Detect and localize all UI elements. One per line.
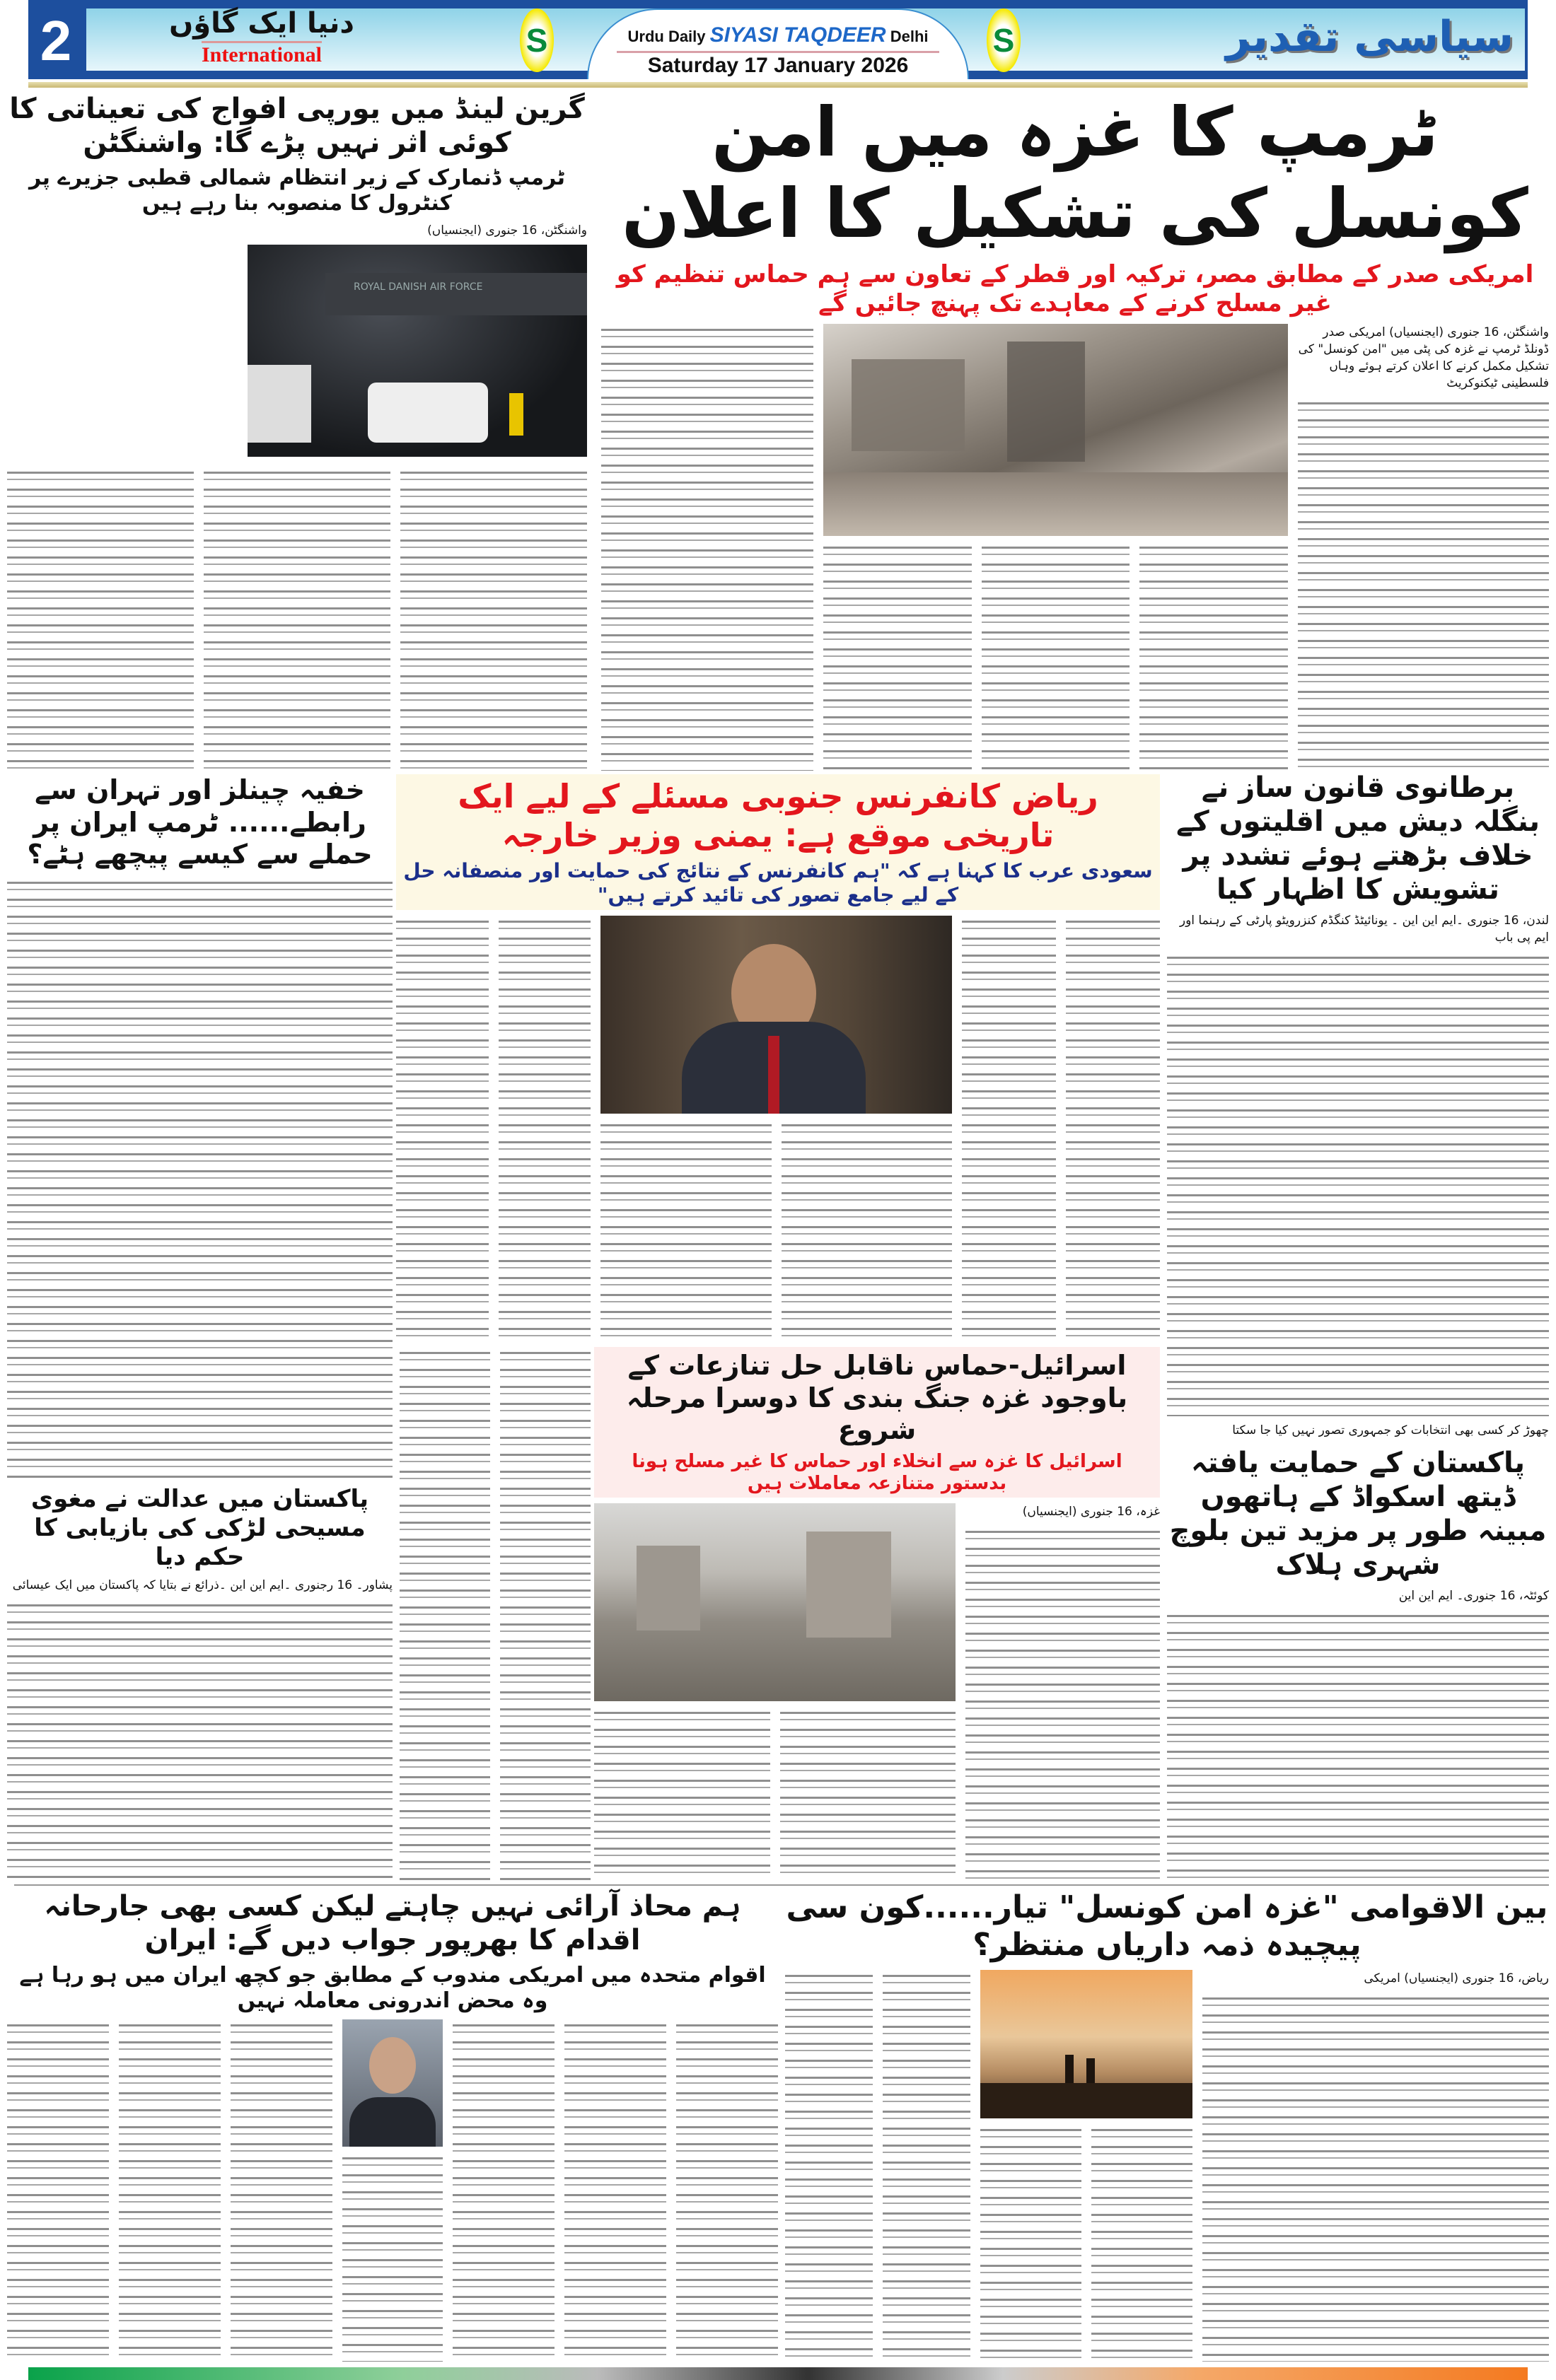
uk-bangladesh-body [1167, 952, 1549, 1416]
pakistan-court-story [7, 1485, 393, 1881]
text-column [1167, 952, 1549, 1416]
greenland-story [7, 92, 587, 771]
gaza-council-columns [980, 2124, 1192, 2362]
text-column [965, 1526, 1160, 1881]
text-column [7, 2019, 109, 2362]
paper-city: Delhi [890, 28, 929, 45]
gaza-council-headline: بین الاقوامی "غزہ امن کونسل" تیار......کون سی پیچیدہ ذمہ داریاں منتظر؟ [786, 1889, 1548, 1963]
israel-hamas-headline: اسرائیل-حماس ناقابل حل تنازعات کے باوجود غزہ جنگ بندی کا دوسرا مرحلہ شروع [626, 1350, 1128, 1446]
text-column [883, 1970, 970, 2362]
text-column [231, 2019, 332, 2362]
iran-un-story [7, 1889, 778, 2362]
uk-bangladesh-lead: لندن، 16 جنوری ۔ایم این این ۔ یونائیٹڈ کنگڈم کنزرویٹو پارٹی کے رہنما اور ایم پی باب [1179, 914, 1549, 945]
masthead-rule [28, 82, 1528, 88]
iran-channels-body [7, 877, 393, 1481]
text-column [1139, 542, 1288, 771]
iran-un-columns [7, 2019, 332, 2362]
main-story-body [601, 324, 1549, 771]
text-column [962, 916, 1056, 1340]
page-number: 2 [40, 8, 72, 72]
pakistan-court-headline: پاکستان میں عدالت نے مغوی مسیحی لڑکی کی بازیابی کا حکم دیا [30, 1485, 369, 1571]
israel-hamas-subheadline: اسرائیل کا غزہ سے انخلاء اور حماس کا غیر مسلح ہونا بدستور متنازعہ معاملات ہیں [632, 1450, 1122, 1494]
iran-channels-story [7, 774, 393, 1481]
riyadh-headline-box [396, 774, 1160, 910]
text-column [7, 1599, 393, 1881]
riyadh-columns [396, 916, 591, 1340]
issue-date: Saturday 17 January 2026 [617, 51, 939, 78]
section-title-urdu: دنیا ایک گاؤں [169, 7, 354, 40]
greenland-body [7, 245, 587, 771]
riyadh-subheadline: سعودی عرب کا کہنا ہے کہ "ہم کانفرنس کے نتائج کی حمایت اور منصفانہ حل کے لیے جامع تصور کی تائید کرتے ہیں" [403, 859, 1153, 906]
pakistan-court-body [7, 1599, 393, 1881]
text-column [400, 1347, 490, 1881]
main-story-columns [823, 542, 1288, 771]
text-column [1202, 1993, 1549, 2362]
text-column [1066, 916, 1160, 1340]
text-column [782, 1119, 953, 1340]
text-column [119, 2019, 221, 2362]
text-column [823, 542, 972, 771]
text-column [400, 467, 587, 771]
iran-un-columns [453, 2019, 778, 2362]
text-column [676, 2019, 778, 2362]
gaza-council-story [785, 1889, 1549, 2362]
paper-logo-urdu: سیاسی تقدیر [1226, 12, 1514, 62]
main-story [601, 92, 1549, 771]
text-column [396, 916, 489, 1340]
israel-hamas-story [594, 1347, 1160, 1881]
text-column [1167, 1610, 1549, 1881]
nameplate [587, 8, 969, 79]
uk-bangladesh-closing: چھوڑ کر کسی بھی انتخابات کو جمہوری تصور نہیں کیا جا سکتا [1232, 1423, 1549, 1437]
gaza-council-body [785, 1970, 1549, 2362]
section-title-english: International [202, 41, 322, 67]
greenland-headline: گرین لینڈ میں یورپی افواج کی تعیناتی کا کوئی اثر نہیں پڑے گا: واشنگٹن [9, 93, 585, 159]
text-column [564, 2019, 666, 2362]
text-column [982, 542, 1130, 771]
greenland-columns [7, 467, 587, 771]
text-column [980, 2124, 1081, 2362]
gaza-council-columns [785, 1970, 970, 2362]
main-subheadline: امریکی صدر کے مطابق مصر، ترکیہ اور قطر کے تعاون سے ہم حماس تنظیم کو غیر مسلح کرنے کے معاہدے تک پہنچ جائیں گے [616, 260, 1534, 318]
text-column [453, 2019, 555, 2362]
text-column [1091, 2124, 1192, 2362]
gaza-rubble-photo [823, 324, 1288, 536]
baloch-headline: پاکستان کے حمایت یافتہ ڈیتھ اسکواڈ کے ہاتھوں مبینہ طور پر مزید تین بلوچ شہری ہلاک [1169, 1447, 1547, 1581]
text-column [1298, 397, 1549, 771]
iran-un-body [7, 2019, 778, 2362]
emblem-icon: S [987, 8, 1021, 72]
greenland-lead: واشنگٹن، 16 جنوری (ایجنسیاں) [427, 223, 587, 238]
text-column [7, 877, 393, 1481]
riyadh-columns [600, 1119, 952, 1340]
footer-color-strip [28, 2367, 1528, 2380]
israel-hamas-body [594, 1503, 1160, 1881]
greenland-subheadline: ٹرمپ ڈنمارک کے زیر انتظام شمالی قطبی جزیرے پر کنٹرول کا منصوبہ بنا رہے ہیں [29, 165, 565, 216]
section-logo [141, 6, 382, 67]
uk-bangladesh-headline: برطانوی قانون ساز نے بنگلہ دیش میں اقلیتوں کے خلاف بڑھتے ہوئے تشدد پر تشویش کا اظہار کیا [1175, 771, 1540, 906]
main-headline: ٹرمپ کا غزہ میں امن کونسل کی تشکیل کا اعلان [622, 93, 1528, 254]
iran-un-headline: ہم محاذ آرائی نہیں چاہتے لیکن کسی بھی جارحانہ اقدام کا بھرپور جواب دیں گے: ایران [44, 1890, 741, 1956]
main-story-column [1298, 324, 1549, 771]
main-story-center [823, 324, 1288, 771]
baloch-body [1167, 1610, 1549, 1881]
israel-hamas-lead: غزہ، 16 جنوری (ایجنسیاں) [1022, 1505, 1160, 1519]
main-story-lead: واشنگٹن، 16 جنوری (ایجنسیاں) امریکی صدر ڈونلڈ ٹرمپ نے غزہ کی پٹی میں "امن کونسل" کی تشکیل مکمل کرنے کا اعلان کرتے ہوئے وہاں فلسطینی ٹیکنوکریٹ [1298, 325, 1549, 390]
destroyed-buildings-photo [594, 1503, 956, 1701]
text-column [499, 916, 591, 1340]
riyadh-columns [962, 916, 1160, 1340]
emblem-icon: S [520, 8, 554, 72]
israel-hamas-column [965, 1503, 1160, 1881]
baloch-lead: کوئٹہ، 16 جنوری۔ ایم این این [1398, 1589, 1549, 1603]
text-column [204, 467, 390, 771]
gaza-council-column [1202, 1970, 1549, 2362]
israel-hamas-columns [400, 1347, 591, 1881]
text-column [594, 1707, 770, 1881]
sunset-silhouettes-photo [980, 1970, 1192, 2118]
paper-prefix: Urdu Daily [627, 28, 706, 45]
iran-channels-headline: خفیہ چینلز اور تہران سے رابطے...... ٹرمپ ایران پر حملے سے کیسے پیچھے ہٹے؟ [27, 774, 373, 870]
riyadh-headline: ریاض کانفرنس جنوبی مسئلے کے لیے ایک تاریخی موقع ہے: یمنی وزیر خارجہ [458, 777, 1098, 855]
iran-un-subheadline: اقوام متحدہ میں امریکی مندوب کے مطابق جو کچھ ایران میں ہو رہا ہے وہ محض اندرونی معاملہ نہیں [19, 1963, 766, 2013]
text-column [785, 1970, 873, 2362]
iranian-envoy-portrait [342, 2019, 443, 2147]
text-column [7, 467, 194, 771]
paper-name: SIYASI TAQDEER [709, 23, 886, 47]
gaza-council-lead: ریاض، 16 جنوری (ایجنسیاں) امریکی [1364, 1971, 1549, 1985]
baloch-story [1167, 1446, 1549, 1881]
text-column [600, 1119, 772, 1340]
text-column [780, 1707, 956, 1881]
foreign-minister-portrait [600, 916, 952, 1114]
uk-bangladesh-story [1167, 771, 1549, 1439]
riyadh-body [396, 916, 1160, 1340]
text-column [342, 2152, 443, 2362]
divider [14, 1884, 1549, 1886]
military-aircraft-night-photo [248, 245, 587, 457]
pakistan-court-lead: پشاور۔ 16 رجنوری ۔ایم این این ۔ذرائع نے بتایا کہ پاکستان میں ایک عیسائی [12, 1578, 393, 1593]
text-column [500, 1347, 591, 1881]
israel-hamas-headline-box [594, 1347, 1160, 1498]
israel-hamas-columns [594, 1707, 956, 1881]
aircraft-caption: ROYAL DANISH AIR FORCE [354, 281, 483, 293]
riyadh-story [396, 774, 1160, 1340]
text-column [601, 324, 813, 771]
